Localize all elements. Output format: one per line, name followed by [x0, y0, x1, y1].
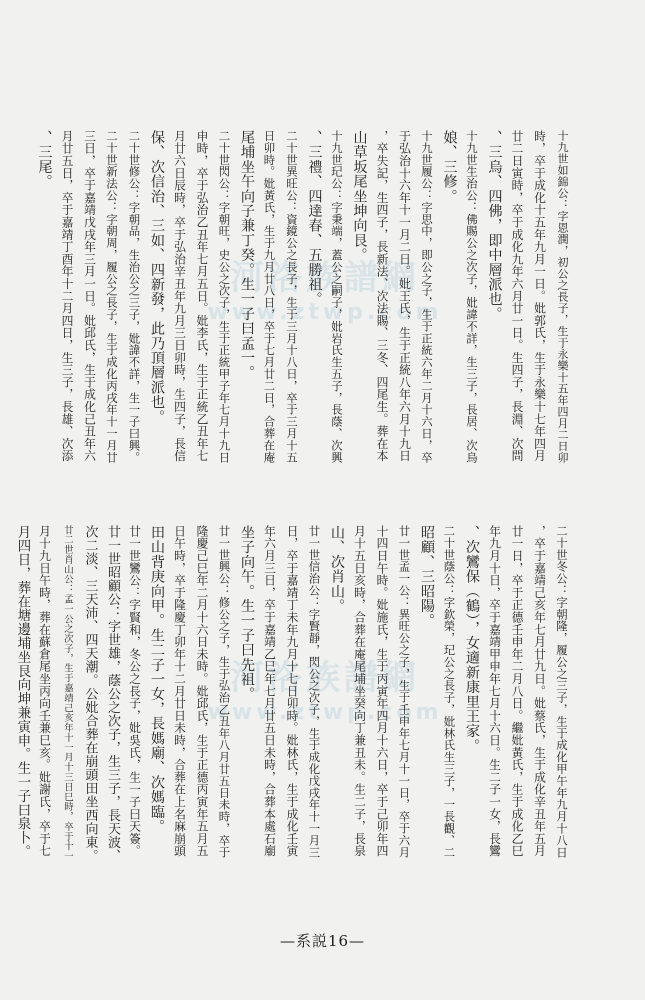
text-column: 廿一世信治公：字賢靜，閃公之次子，生于成化戊戌年十一月三 — [307, 525, 322, 859]
text-column: 日卯時。妣黃氏，生于九月廿八日，卒于七月廿二日，合葬在庵 — [262, 130, 277, 464]
text-column: 申時，卒于弘治乙丑年七月五日。妣李氏，生于正統乙丑年七 — [195, 130, 209, 463]
text-column: 于弘治十六年十一月二日。妣王氏，生于正統八年六月十九日 — [397, 130, 412, 463]
text-column: 娘、三修。 — [441, 130, 458, 204]
text-column: 十九世玘公：字秉端，蓋公之嗣子，妣岩氏生五子，長蔭、次興 — [330, 130, 344, 464]
text-column: 廿一世孟一公：異旺公之子，生于壬申年七月十一日，卒于六月 — [397, 525, 412, 859]
text-column: 二十世修公：字朝品，生治公之三子，妣諱不詳，生一子曰興。 — [127, 130, 142, 464]
text-column: 廿一世鸞公：字賢和，冬公之長子，妣吳氏，生一子曰天簽。 — [127, 525, 142, 858]
text-column: ，卒失記，生四子，長新法、次法賜、三冬、四尾生。葬在本 — [375, 130, 389, 463]
text-column: 山、次肖山。 — [329, 525, 345, 614]
upper-text-block — [33, 130, 573, 470]
text-column: ，卒于嘉靖己亥年七月廿九日。妣蔡氏，生于成化辛丑年五月 — [532, 525, 547, 858]
text-column: 三日，卒于嘉靖戊戌年三月一日。妣邱氏，生于成化己丑年六 — [82, 130, 97, 463]
text-column: 十九世履公：字思中，即公之子，生于正統六年二月十六日，卒 — [420, 130, 434, 464]
text-column: 、三禮、四達春、五勝祖。 — [306, 130, 323, 307]
watermark-url: www.ztwp.com — [207, 700, 443, 725]
text-column: 二十世蔭公：字欽榮，玘公之長子，妣林氏生三子，一長觀、二 — [442, 525, 457, 859]
text-column: 廿一世昭顧公：字世雄，蔭公之次子，生三子，長天波、 — [105, 525, 120, 863]
text-column: 時，卒于成化十五年九月一日。妣郭氏，生于永樂十七年四月 — [532, 130, 547, 463]
watermark-url: www.ztwp.com — [207, 300, 443, 325]
text-column: 山草坂尾坐坤向艮。 — [351, 130, 368, 263]
text-column: 二十世冬公：字朝隆，履公之三子，生于成化甲午年九月十八日 — [555, 525, 569, 859]
text-column: 十九世生治公：佛賜公之次子，妣諱不詳，生三子，長居、次烏 — [465, 130, 479, 464]
text-column: 年六月三日，卒于嘉靖乙巳年七月廿五日未時，合葬本處石廟 — [262, 525, 277, 858]
text-column: 、三烏、四佛，即中層派也。 — [486, 130, 503, 322]
text-column: 月十五日亥時，合葬在庵尾埔坐癸向丁兼丑未。生二子，長泉 — [352, 525, 367, 858]
text-column: 十九世如錦公：字恩潤，初公之長子，生于永樂十五年四月二日卯 — [556, 130, 569, 464]
text-column: 田山背庚向甲。生二子一女，長媽廟、次媽臨。 — [149, 525, 165, 834]
text-column: 月廿六日辰時，卒于弘治辛丑年九月三日卯時，生四子，長信 — [172, 130, 187, 463]
text-column: 保、次信治、三如、四新發，此乃頂層派也。 — [149, 130, 165, 424]
watermark-title: 河洛族譜網 — [230, 258, 420, 298]
text-column: 二十世閃公：字朝旺，史公之次子，生于正統甲子年七月十九日 — [217, 130, 232, 464]
watermark-title: 河洛族譜網 — [230, 658, 420, 698]
text-column: 月四日，葬在塘邊埔坐艮向坤兼寅申。生一子曰泉卜。 — [15, 525, 30, 859]
text-column: 日午時，卒于隆慶丁卯年十二月廿日未時，合葬在上名麻崩頭 — [172, 525, 187, 858]
text-column: 次二淡、三天沛、四天潮。公妣合葬在崩頭田坐西向東。 — [82, 525, 98, 863]
text-column: 日，卒于嘉靖丁未年九月十七日卯時。妣林氏，生于成化壬寅 — [285, 525, 299, 858]
text-column: 十四日午時。妣施氏，生于丙寅年四月十六日，卒于己卯年四 — [375, 525, 389, 858]
text-column: 隆慶己巳年二月十六日未時。妣邱氏，生于正德丙寅年五月五 — [195, 525, 209, 858]
text-column: 坐子向午。生一子曰先祖。 — [239, 525, 255, 702]
text-column: 、次鸞保（鶴），女適新康里王家。 — [464, 525, 480, 754]
text-column: 廿一日，卒于正德壬申年二月八日。繼妣黃氏，生于成化乙巳 — [510, 525, 524, 858]
text-column: 廿二世肖山公：孟一公之次子，生于嘉靖己亥年十一月十三日巳時，卒于十一 — [62, 525, 73, 862]
text-column: 尾埔坐午向子兼丁癸。生一子曰孟一。 — [239, 130, 255, 380]
text-column: 廿二日寅時，卒于成化九年六月廿一日。生四子，長淵、次問 — [510, 130, 524, 463]
text-column: 二十世異旺公：資鏡公之長子，生于三月十八日，卒于三月十五 — [285, 130, 299, 464]
text-column: 、三尾。 — [36, 130, 53, 189]
text-column: 年九月十日，卒于嘉靖甲申年七月十六日。生二子一女，長鸞 — [487, 525, 502, 858]
text-column: 月廿五日，卒于嘉靖丁酉年十二月四日，生三子，長雄、次添 — [60, 130, 74, 463]
lower-text-block — [11, 525, 574, 865]
text-column: 二十世新法公：字朝周，履公之長子，生于成化丙戌年十一月廿 — [105, 130, 119, 464]
page-number: —系説16— — [279, 932, 366, 950]
text-column: 昭顧、三昭陽。 — [419, 525, 435, 628]
text-column: 廿一世興公：修公之子，生于弘治乙丑年八月廿五日未時，卒于 — [217, 525, 232, 859]
text-column: 月十九日午時，葬在蘇倉尾坐丙向壬兼巳亥。妣謝氏，卒于七 — [37, 525, 52, 858]
